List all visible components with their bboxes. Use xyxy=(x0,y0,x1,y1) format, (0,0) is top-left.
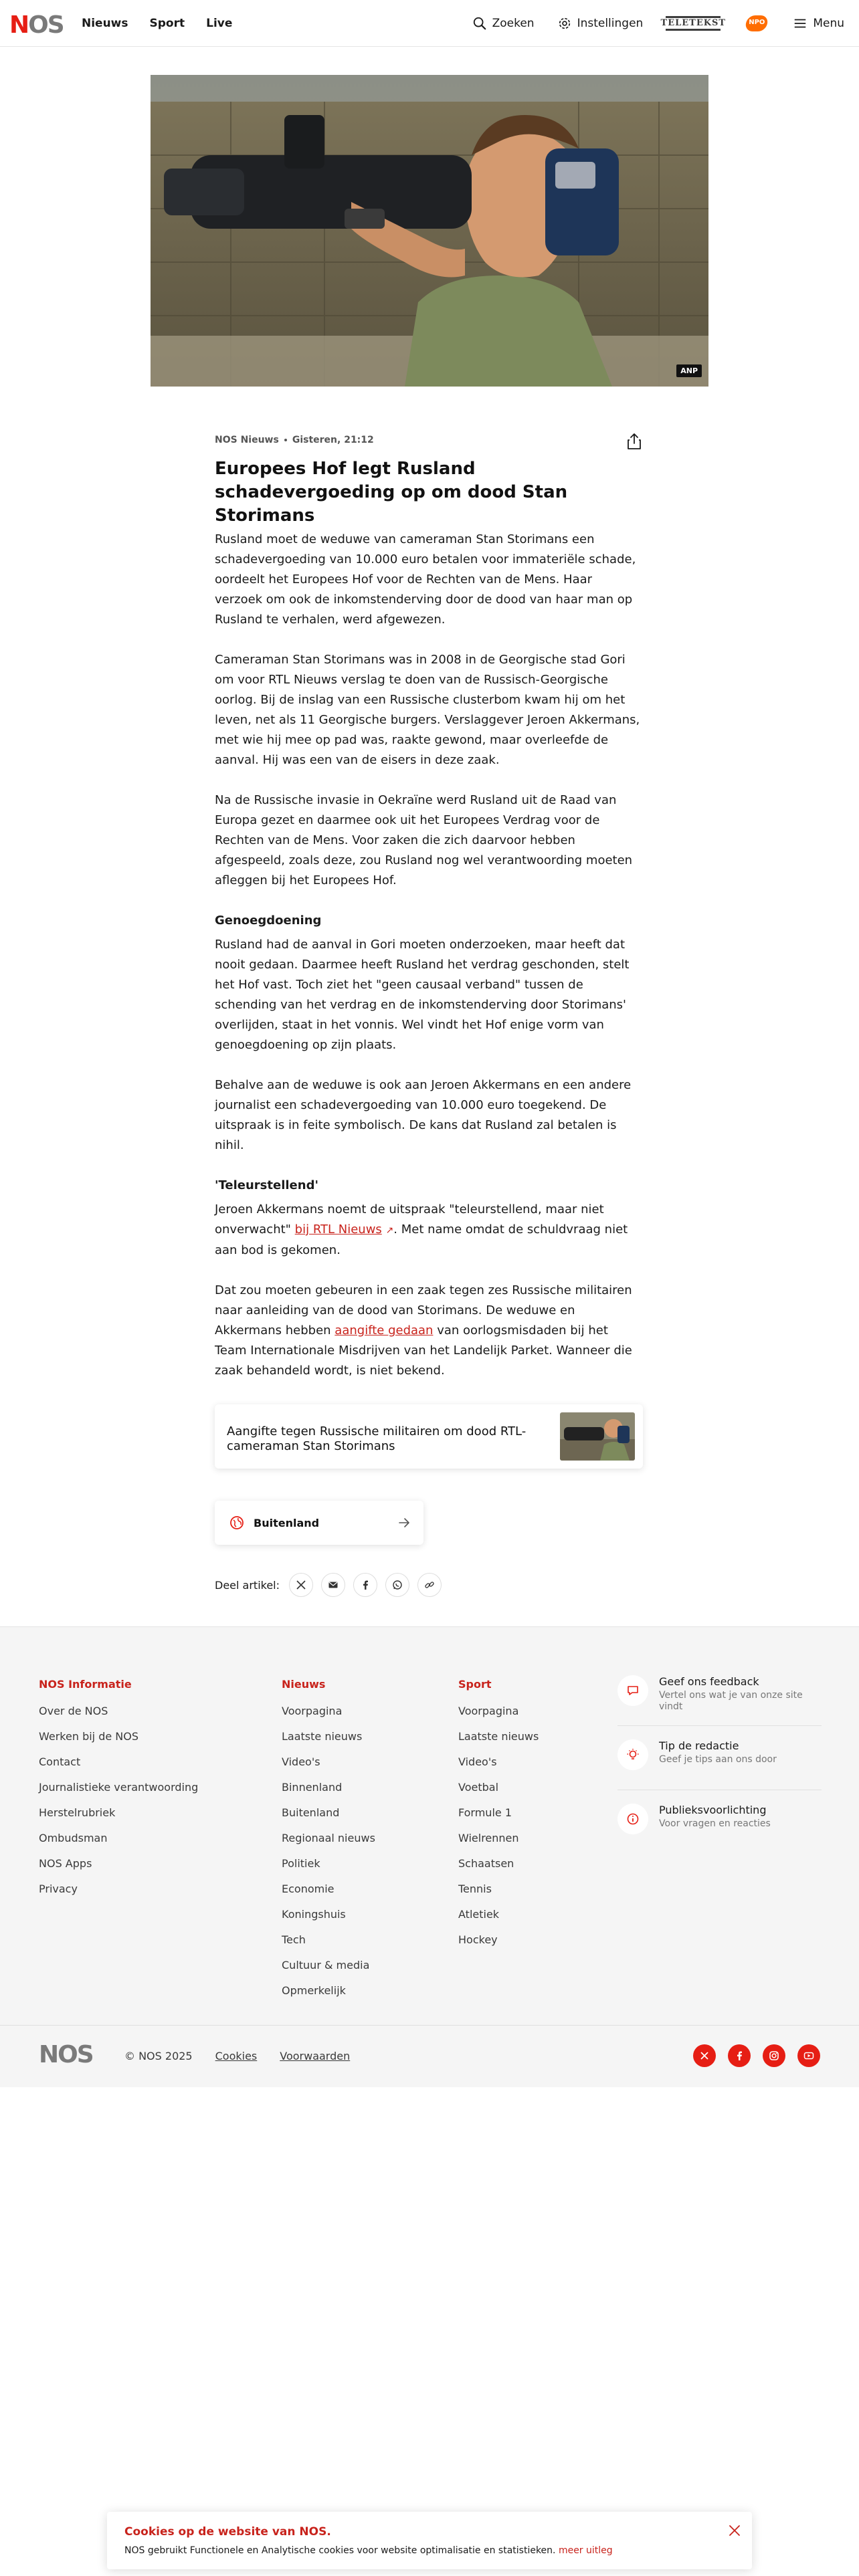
share-icon[interactable] xyxy=(626,432,643,451)
site-header xyxy=(0,0,859,47)
article-source: NOS Nieuws xyxy=(215,435,279,445)
publieksvoorlichting-title: Publieksvoorlichting xyxy=(659,1804,767,1816)
topic-buitenland-card[interactable] xyxy=(215,1501,423,1545)
footer-link[interactable]: Schaatsen xyxy=(458,1857,514,1870)
footer-col-title: Sport xyxy=(458,1678,492,1691)
instagram-social-button[interactable] xyxy=(763,2044,785,2067)
footer-link[interactable]: Contact xyxy=(39,1755,81,1768)
paragraph: Rusland had de aanval in Gori moeten onderzoeken, maar heeft dat nooit gedaan. Daarmee heeft Rusland het verdrag geschonden, stelt het Hof vast. Toch ziet het "geen causaal verband" tussen de schending van het verdrag en de inkomstenderving door Storimans' overlijden, staat in het vonnis. Wel vindt het Hof enige vorm van genoegdoening op zijn plaats. xyxy=(215,938,630,1052)
footer-link[interactable]: Formule 1 xyxy=(458,1806,512,1819)
feedback-title: Geef ons feedback xyxy=(659,1675,759,1688)
teletekst-link[interactable]: TELETEKST xyxy=(666,16,721,31)
footer-bottom-bar xyxy=(0,2026,859,2087)
subheading: 'Teleurstellend' xyxy=(215,1178,318,1192)
footer-link[interactable]: Buitenland xyxy=(282,1806,340,1819)
facebook-social-button[interactable] xyxy=(728,2044,751,2067)
article-title: Europees Hof legt Rusland schadevergoeding op om dood Stan Storimans xyxy=(215,459,568,526)
photo-credit: ANP xyxy=(676,364,702,377)
hamburger-icon xyxy=(793,16,807,31)
social-links xyxy=(693,2044,820,2067)
related-article-card[interactable] xyxy=(215,1404,643,1469)
paragraph-text: Dat zou moeten gebeuren in een zaak tegen zes Russische militairen naar aanleiding van de dood van Storimans. De weduwe en Akkermans hebben xyxy=(215,1283,632,1337)
footer-link[interactable]: Voorpagina xyxy=(282,1705,343,1717)
x-social-button[interactable] xyxy=(693,2044,716,2067)
footer-link[interactable]: Journalistieke verantwoording xyxy=(39,1781,199,1794)
share-bar xyxy=(215,1573,442,1597)
nav-sport[interactable]: Sport xyxy=(149,17,185,30)
topic-label: Buitenland xyxy=(254,1516,320,1529)
paragraph-with-link xyxy=(215,1200,643,1261)
feedback-subtitle: Vertel ons wat je van onze site vindt xyxy=(659,1690,803,1712)
footer-link[interactable]: Wielrennen xyxy=(458,1832,519,1844)
arrow-right-icon xyxy=(397,1515,411,1530)
menu-label: Menu xyxy=(813,17,844,30)
footer-col-title: Nieuws xyxy=(282,1678,326,1691)
footer-link[interactable]: Tech xyxy=(282,1933,306,1946)
lightbulb-icon xyxy=(626,1748,640,1761)
tip-title: Tip de redactie xyxy=(659,1739,739,1752)
footer-link[interactable]: Laatste nieuws xyxy=(282,1730,363,1743)
logo-n: N xyxy=(9,11,29,39)
footer-legal xyxy=(124,2050,350,2063)
share-facebook-button[interactable] xyxy=(353,1573,377,1597)
paragraph-text: . Met name omdat de schuldvraag niet aan bod is gekomen. xyxy=(215,1222,628,1257)
footer-link[interactable]: Cultuur & media xyxy=(282,1959,370,1971)
search-icon xyxy=(472,16,487,31)
share-label: Deel artikel: xyxy=(215,1578,280,1592)
related-article-title: Aangifte tegen Russische militairen om dood RTL-cameraman Stan Storimans xyxy=(227,1424,527,1453)
share-x-button[interactable] xyxy=(289,1573,313,1597)
cookies-link[interactable]: Cookies xyxy=(215,2050,258,2062)
meta-separator xyxy=(284,439,287,441)
publieksvoorlichting-item[interactable] xyxy=(617,1804,822,1854)
footer-link[interactable]: Regionaal nieuws xyxy=(282,1832,375,1844)
cookie-more-link[interactable]: meer uitleg xyxy=(558,2545,613,2556)
link-icon xyxy=(424,1580,435,1590)
footer-link[interactable]: Herstelrubriek xyxy=(39,1806,116,1819)
chat-icon xyxy=(626,1684,640,1697)
info-icon-wrap xyxy=(617,1804,648,1834)
mail-icon xyxy=(328,1580,339,1590)
paragraph-text: van oorlogsmisdaden bij het Team Internationale Misdrijven van het Landelijk Parket. Wanneer die zaak behandeld wordt, is niet bekend. xyxy=(215,1323,632,1378)
tip-icon-wrap xyxy=(617,1739,648,1770)
paragraph: Cameraman Stan Storimans was in 2008 in de Georgische stad Gori om voor RTL Nieuws verslag te doen van de Russisch-Georgische oorlog. Bij de inslag van een Russische clusterbom kwam hij om het leven, net als 11 Georgische burgers. Verslaggever Jeroen Akkermans, met wie hij mee op pad was, raakte gewond, maar overleefde de aanval. Hij was een van de eisers in deze zaak. xyxy=(215,653,640,767)
related-article-thumbnail xyxy=(560,1412,635,1461)
nav-nieuws[interactable]: Nieuws xyxy=(82,17,128,30)
footer-col-title: NOS Informatie xyxy=(39,1678,132,1691)
paragraph: Rusland moet de weduwe van cameraman Stan Storimans een schadevergoeding van 10.000 euro betalen voor immateriële schade, oordeelt het Europees Hof voor de Rechten van de Mens. Haar verzoek om ook de inkomstenderving door de dood van haar man op Rusland te verhalen, werd afgewezen. xyxy=(215,532,636,627)
footer-link[interactable]: NOS Apps xyxy=(39,1857,92,1870)
settings-button[interactable] xyxy=(557,13,644,33)
info-icon xyxy=(626,1812,640,1826)
publieksvoorlichting-subtitle: Voor vragen en reacties xyxy=(659,1818,771,1829)
rtl-nieuws-link[interactable]: bij RTL Nieuws xyxy=(294,1222,382,1237)
paragraph-with-link xyxy=(215,1281,643,1381)
footer-col-sport xyxy=(458,1678,539,1959)
paragraph: Na de Russische invasie in Oekraïne werd Rusland uit de Raad van Europa gezet en daarmee ook uit het Europees Verdrag voor de Rechten van de Mens. Voor zaken die zich daarvoor hebben afgespeeld, zoals deze, zou Rusland nog wel verantwoording moeten afleggen bij het Europees Hof. xyxy=(215,793,633,887)
header-actions xyxy=(472,13,844,33)
footer-link[interactable]: Politiek xyxy=(282,1857,320,1870)
cookie-text xyxy=(124,2545,613,2556)
feedback-list xyxy=(617,1675,822,1868)
footer-link[interactable]: Economie xyxy=(282,1883,335,1895)
terms-link[interactable]: Voorwaarden xyxy=(280,2050,351,2062)
footer-link[interactable]: Ombudsman xyxy=(39,1832,108,1844)
footer-col-nieuws xyxy=(282,1678,375,2010)
share-email-button[interactable] xyxy=(321,1573,345,1597)
nos-logo[interactable] xyxy=(9,13,64,37)
main-nav xyxy=(82,16,232,31)
footer-link[interactable]: Werken bij de NOS xyxy=(39,1730,139,1743)
cookie-banner xyxy=(107,2512,752,2569)
footer-link[interactable]: Laatste nieuws xyxy=(458,1730,539,1743)
paragraph: Behalve aan de weduwe is ook aan Jeroen Akkermans en een andere journalist een schadevergoeding van 10.000 euro toegekend. De uitspraak is in feite symbolisch. De kans dat Rusland zal betalen is nihil. xyxy=(215,1078,632,1152)
tip-text xyxy=(659,1739,777,1778)
feedback-icon-wrap xyxy=(617,1675,648,1706)
feedback-text xyxy=(659,1675,822,1713)
npo-logo-text: NPO xyxy=(749,19,765,26)
footer-link[interactable]: Voorpagina xyxy=(458,1705,519,1717)
footer-link[interactable]: Opmerkelijk xyxy=(282,1984,346,1997)
whatsapp-icon xyxy=(392,1580,403,1590)
search-button[interactable] xyxy=(472,13,535,33)
footer-link[interactable]: Video's xyxy=(458,1755,497,1768)
cameraman-photo xyxy=(151,75,708,387)
paragraph-text: Jeroen Akkermans noemt de uitspraak "teleurstellend, maar niet onverwacht" xyxy=(215,1202,604,1237)
feedback-item[interactable] xyxy=(617,1675,822,1726)
footer-link[interactable]: Privacy xyxy=(39,1883,78,1895)
facebook-icon xyxy=(360,1580,371,1590)
youtube-social-button[interactable] xyxy=(797,2044,820,2067)
article-time: Gisteren, 21:12 xyxy=(292,435,374,445)
npo-logo[interactable] xyxy=(743,14,770,33)
footer-link[interactable]: Atletiek xyxy=(458,1908,500,1921)
settings-label: Instellingen xyxy=(577,17,644,30)
menu-button[interactable] xyxy=(793,13,844,33)
footer-link[interactable]: Binnenland xyxy=(282,1781,343,1794)
facebook-icon xyxy=(734,2050,745,2061)
footer-link[interactable]: Voetbal xyxy=(458,1781,499,1794)
instagram-icon xyxy=(769,2050,779,2061)
copyright: © NOS 2025 xyxy=(124,2050,193,2062)
globe-icon xyxy=(229,1515,244,1530)
publieksvoorlichting-text xyxy=(659,1804,771,1842)
close-icon[interactable] xyxy=(727,2523,743,2539)
gear-icon xyxy=(557,16,572,31)
footer-link[interactable]: Over de NOS xyxy=(39,1705,108,1717)
external-link-icon: ↗ xyxy=(385,1225,394,1236)
cookie-title: Cookies op de website van NOS. xyxy=(124,2525,331,2539)
footer-link[interactable]: Koningshuis xyxy=(282,1908,346,1921)
subheading: Genoegdoening xyxy=(215,914,322,928)
share-link-button[interactable] xyxy=(417,1573,442,1597)
article-body xyxy=(215,530,643,1401)
youtube-icon xyxy=(803,2050,814,2061)
logo-os: OS xyxy=(28,11,64,39)
footer-link[interactable]: Hockey xyxy=(458,1933,498,1946)
footer-col-nos-informatie xyxy=(39,1678,198,1908)
tip-item[interactable] xyxy=(617,1739,822,1790)
footer-nos-logo[interactable]: NOS xyxy=(39,2041,93,2068)
x-icon xyxy=(296,1580,306,1590)
footer-link[interactable]: Tennis xyxy=(458,1883,492,1895)
aangifte-link[interactable]: aangifte gedaan xyxy=(335,1323,434,1337)
share-whatsapp-button[interactable] xyxy=(385,1573,409,1597)
site-footer xyxy=(0,1626,859,2086)
nav-live[interactable]: Live xyxy=(206,17,233,30)
x-icon xyxy=(699,2050,710,2061)
search-label: Zoeken xyxy=(492,17,535,30)
cookie-text-body: NOS gebruikt Functionele en Analytische cookies voor website optimalisatie en statistieken. xyxy=(124,2545,559,2556)
article-meta xyxy=(215,435,374,445)
footer-link[interactable]: Video's xyxy=(282,1755,320,1768)
tip-subtitle: Geef je tips aan ons door xyxy=(659,1754,777,1765)
hero-image xyxy=(151,75,708,387)
